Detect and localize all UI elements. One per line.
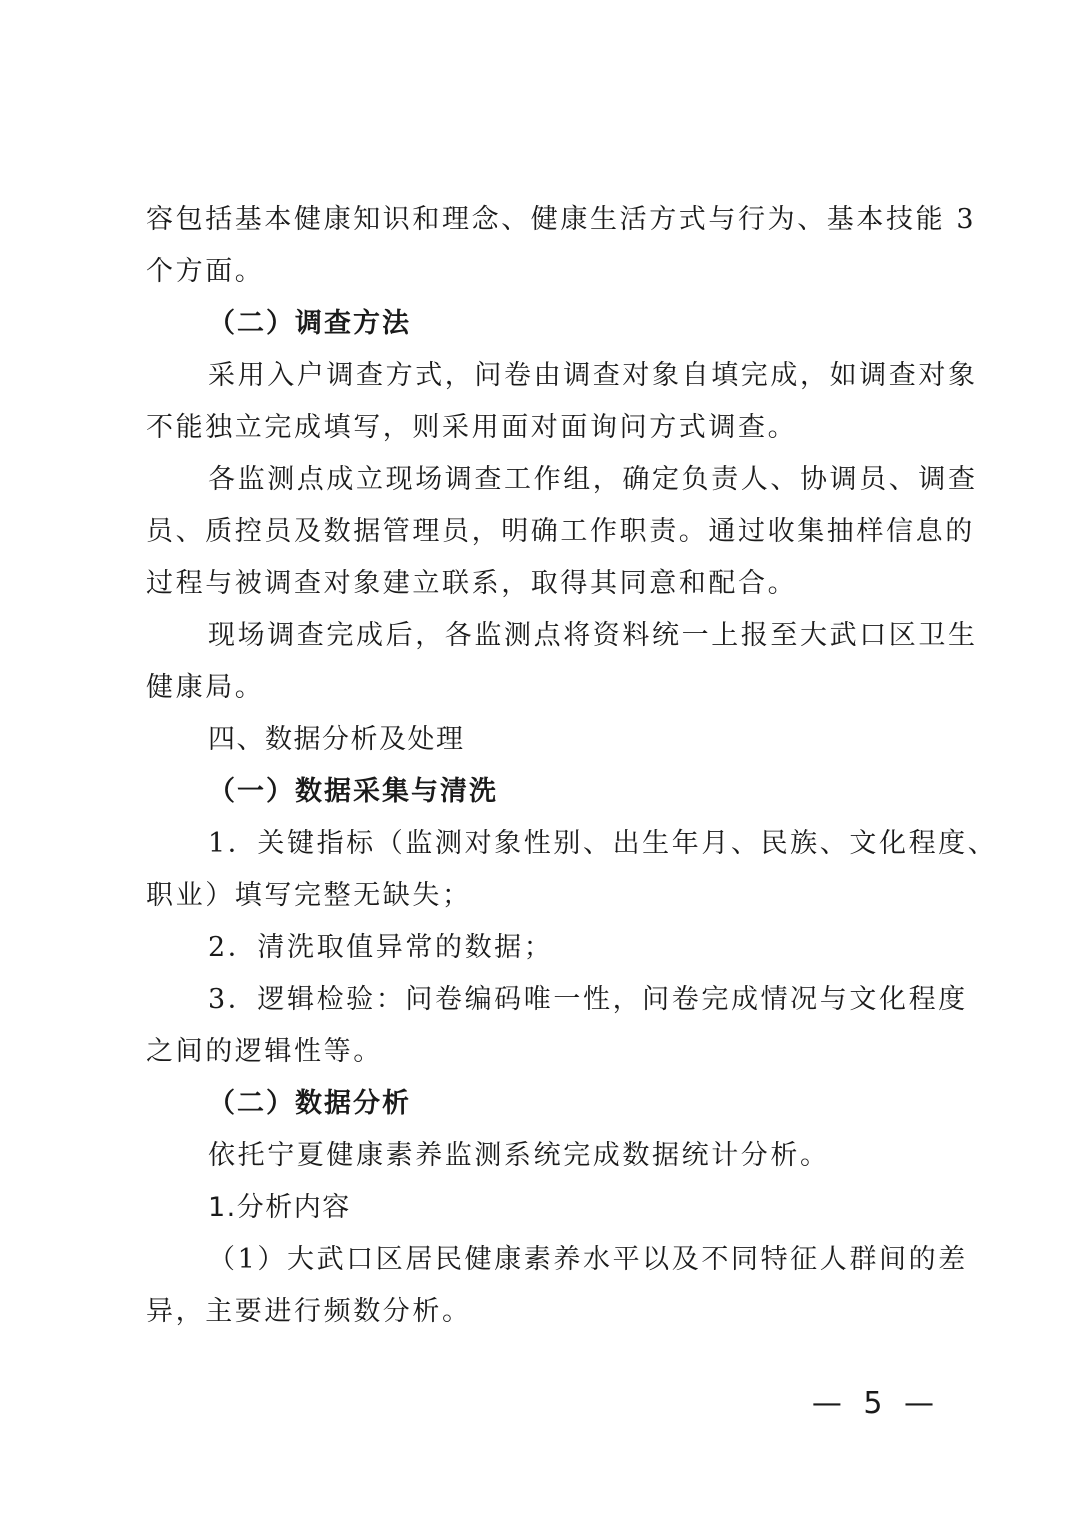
body-line: 采用入户调查方式，问卷由调查对象自填完成，如调查对象 [208, 360, 978, 391]
body-line: 职业）填写完整无缺失； [146, 880, 472, 911]
body-line: 现场调查完成后，各监测点将资料统一上报至大武口区卫生 [208, 620, 978, 651]
body-line: 1．关键指标（监测对象性别、出生年月、民族、文化程度、 [208, 828, 998, 859]
body-line: 依托宁夏健康素养监测系统完成数据统计分析。 [208, 1140, 830, 1171]
chapter-heading: 四、数据分析及处理 [208, 724, 465, 755]
document-body [146, 194, 998, 1338]
section-heading: （二）调查方法 [208, 308, 411, 339]
subsection-heading: 1.分析内容 [208, 1192, 351, 1223]
body-line: 异，主要进行频数分析。 [146, 1296, 472, 1327]
body-line: 各监测点成立现场调查工作组，确定负责人、协调员、调查 [208, 464, 978, 495]
body-line: 过程与被调查对象建立联系，取得其同意和配合。 [146, 568, 798, 599]
body-line: 员、质控员及数据管理员，明确工作职责。通过收集抽样信息的 [146, 516, 975, 547]
body-line: 3．逻辑检验：问卷编码唯一性，问卷完成情况与文化程度 [208, 984, 968, 1015]
body-line: （1）大武口区居民健康素养水平以及不同特征人群间的差 [208, 1244, 968, 1275]
section-heading: （二）数据分析 [208, 1088, 411, 1119]
body-line: 之间的逻辑性等。 [146, 1036, 383, 1067]
body-line: 健康局。 [146, 672, 265, 703]
body-line: 2．清洗取值异常的数据； [208, 932, 554, 963]
page-number: — 5 — [811, 1386, 940, 1421]
section-heading: （一）数据采集与清洗 [208, 776, 498, 807]
body-line: 容包括基本健康知识和理念、健康生活方式与行为、基本技能 3 [146, 204, 977, 235]
body-line: 个方面。 [146, 256, 265, 287]
body-line: 不能独立完成填写，则采用面对面询问方式调查。 [146, 412, 798, 443]
